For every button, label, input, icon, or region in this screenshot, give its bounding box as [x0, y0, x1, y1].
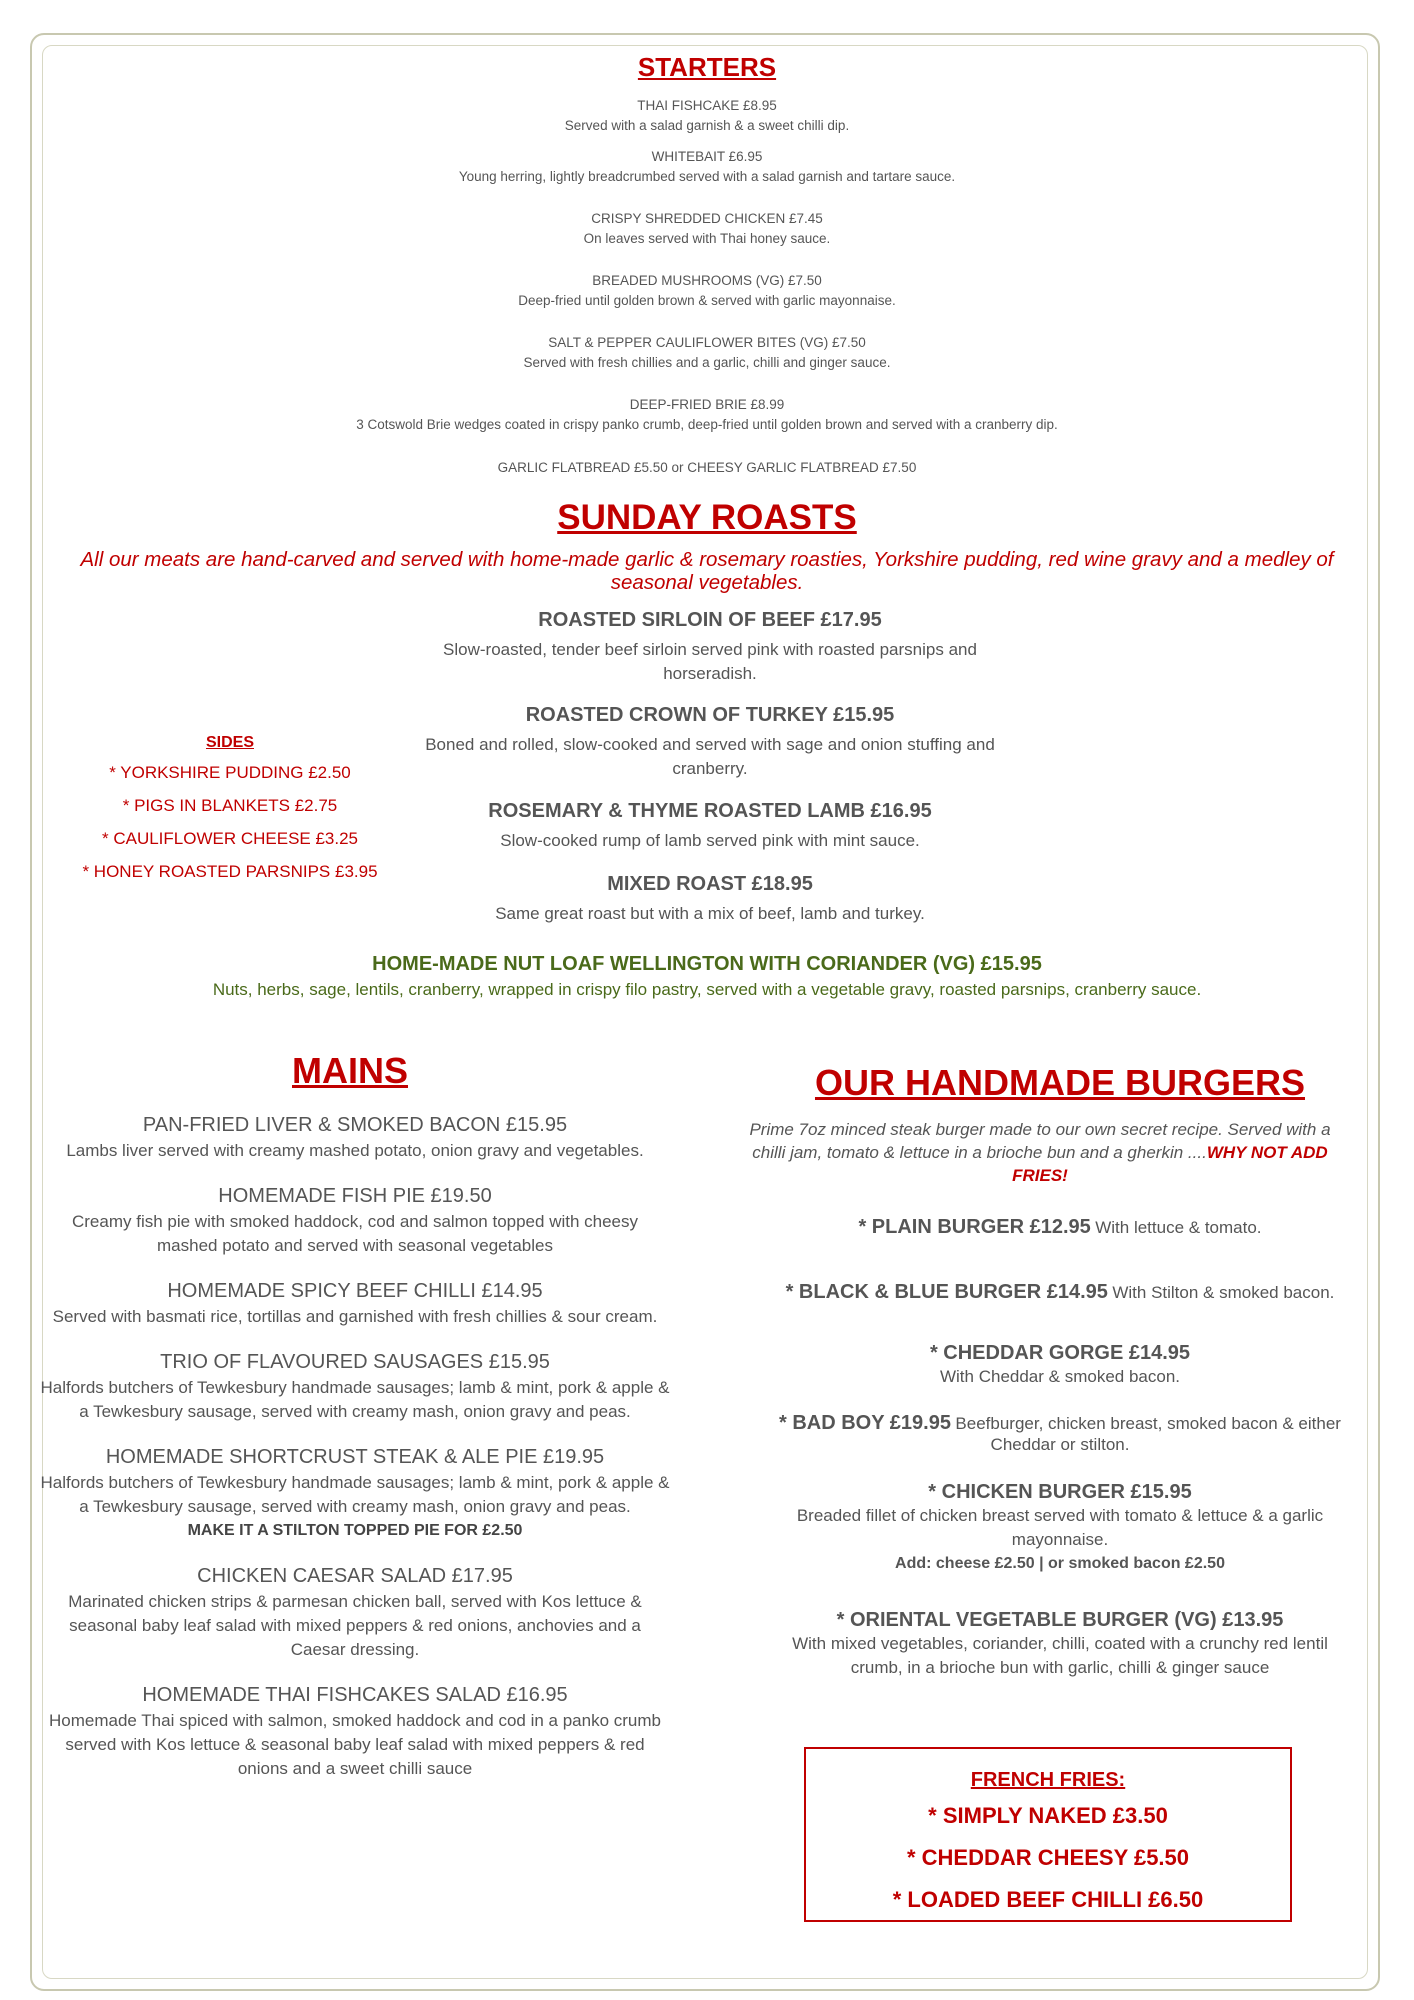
- nutloaf-desc: Nuts, herbs, sage, lentils, cranberry, wrapped in crispy filo pastry, served with a vegetable gravy, roasted parsnips, cranberry sauce.: [212, 980, 1202, 999]
- roast-title: ROASTED SIRLOIN OF BEEF £17.95: [538, 609, 882, 631]
- sides-heading: SIDES: [205, 734, 254, 751]
- roast-desc: Slow-roasted, tender beef sirloin served pink with roasted parsnips and horseradish.: [443, 640, 977, 683]
- nutloaf-item: [200, 950, 1214, 1002]
- starter-desc: Served with fresh chillies and a garlic, chilli and ginger sauce.: [523, 355, 891, 370]
- burger-desc: With lettuce & tomato.: [1095, 1218, 1262, 1237]
- main-item: [40, 1183, 670, 1258]
- side-item: * CAULIFLOWER CHEESE £3.25: [101, 829, 359, 848]
- burger-title: * PLAIN BURGER £12.95: [858, 1216, 1091, 1238]
- starters-heading: STARTERS: [637, 52, 777, 82]
- starter-item: [0, 209, 1414, 249]
- burgers-heading: OUR HANDMADE BURGERS: [814, 1062, 1305, 1103]
- burger-desc: With Stilton & smoked bacon.: [1112, 1283, 1335, 1302]
- fries-heading: FRENCH FRIES:: [970, 1769, 1126, 1791]
- roasts-heading: SUNDAY ROASTS: [557, 498, 857, 537]
- starter-desc: Young herring, lightly breadcrumbed served with a salad garnish and tartare sauce.: [458, 169, 956, 184]
- starter-title: WHITEBAIT £6.95: [651, 149, 763, 164]
- fries-item: * LOADED BEEF CHILLI £6.50: [892, 1887, 1204, 1912]
- side-item: * PIGS IN BLANKETS £2.75: [122, 796, 338, 815]
- burger-title: * BLACK & BLUE BURGER £14.95: [785, 1281, 1108, 1303]
- main-extra: MAKE IT A STILTON TOPPED PIE FOR £2.50: [187, 1522, 523, 1539]
- starter-title: SALT & PEPPER CAULIFLOWER BITES (VG) £7.50: [548, 335, 866, 350]
- burger-item: [720, 1216, 1400, 1239]
- roasts-intro: All our meats are hand-carved and served with home-made garlic & rosemary roasties, Yorkshire pudding, red wine gravy and a medley of seasonal vegetables.: [80, 548, 1334, 594]
- main-title: CHICKEN CAESAR SALAD £17.95: [197, 1565, 513, 1587]
- burger-title: * ORIENTAL VEGETABLE BURGER (VG) £13.95: [836, 1609, 1284, 1631]
- starter-item: [0, 147, 1414, 187]
- main-item: [40, 1349, 670, 1424]
- starter-title: THAI FISHCAKE £8.95: [637, 98, 777, 113]
- main-item: [40, 1563, 670, 1662]
- main-desc: Creamy fish pie with smoked haddock, cod and salmon topped with cheesy mashed potato and served with seasonal vegetables: [71, 1212, 639, 1255]
- burger-title: * CHEDDAR GORGE £14.95: [929, 1342, 1191, 1364]
- main-item: [40, 1278, 670, 1329]
- main-desc: Halfords butchers of Tewkesbury handmade sausages; lamb & mint, pork & apple & a Tewkesbury sausage, served with creamy mash, onion gravy and peas.: [40, 1473, 670, 1516]
- main-desc: Served with basmati rice, tortillas and garnished with fresh chillies & sour cream.: [52, 1307, 658, 1326]
- starter-title: BREADED MUSHROOMS (VG) £7.50: [592, 273, 822, 288]
- roast-title: MIXED ROAST £18.95: [607, 873, 813, 895]
- starter-item: [0, 333, 1414, 373]
- starter-item: [0, 271, 1414, 311]
- starter-title: CRISPY SHREDDED CHICKEN £7.45: [591, 211, 823, 226]
- main-item: [40, 1112, 670, 1163]
- burger-extra: Add: cheese £2.50 | or smoked bacon £2.50: [895, 1555, 1225, 1572]
- main-title: TRIO OF FLAVOURED SAUSAGES £15.95: [160, 1351, 550, 1373]
- starter-desc: 3 Cotswold Brie wedges coated in crispy panko crumb, deep-fried until golden brown and served with a cranberry dip.: [356, 417, 1058, 432]
- fries-box: [804, 1747, 1292, 1922]
- burgers-intro-text: Prime 7oz minced steak burger made to our own secret recipe. Served with a chilli jam, tomato & lettuce in a brioche bun and a gherkin ....: [749, 1120, 1331, 1162]
- starter-desc: Served with a salad garnish & a sweet chilli dip.: [564, 118, 850, 133]
- main-desc: Lambs liver served with creamy mashed potato, onion gravy and vegetables.: [66, 1141, 644, 1160]
- roast-item: [420, 606, 1000, 686]
- burgers-intro: [740, 1118, 1340, 1187]
- nutloaf-title: HOME-MADE NUT LOAF WELLINGTON WITH CORIANDER (VG) £15.95: [372, 953, 1042, 975]
- side-item: * HONEY ROASTED PARSNIPS £3.95: [82, 862, 378, 881]
- burger-title: * CHICKEN BURGER £15.95: [928, 1481, 1192, 1503]
- roast-desc: Slow-cooked rump of lamb served pink with mint sauce.: [500, 831, 920, 850]
- burgers-intro-emphasis: WHY NOT ADD FRIES!: [1012, 1143, 1328, 1185]
- main-title: HOMEMADE SHORTCRUST STEAK & ALE PIE £19.95: [105, 1446, 605, 1468]
- mains-heading: MAINS: [292, 1050, 408, 1091]
- main-desc: Marinated chicken strips & parmesan chicken ball, served with Kos lettuce & seasonal baby leaf salad with mixed peppers & red onions, anchovies and a Caesar dressing.: [68, 1592, 642, 1659]
- burger-desc: With Cheddar & smoked bacon.: [939, 1367, 1180, 1386]
- sides-panel: [60, 730, 400, 888]
- main-title: HOMEMADE SPICY BEEF CHILLI £14.95: [167, 1280, 543, 1302]
- burger-desc: Beefburger, chicken breast, smoked bacon & either Cheddar or stilton.: [955, 1414, 1341, 1454]
- roast-item: [420, 870, 1000, 926]
- starter-item: [0, 395, 1414, 435]
- starter-desc: On leaves served with Thai honey sauce.: [583, 231, 831, 246]
- main-item: [40, 1682, 670, 1781]
- roast-desc: Boned and rolled, slow-cooked and served with sage and onion stuffing and cranberry.: [425, 735, 995, 778]
- roast-title: ROASTED CROWN OF TURKEY £15.95: [525, 704, 895, 726]
- flatbread-line: [0, 458, 1414, 478]
- main-desc: Homemade Thai spiced with salmon, smoked haddock and cod in a panko crumb served with Kos lettuce & seasonal baby leaf salad with mixed peppers & red onions and a sweet chilli sauce: [48, 1711, 662, 1778]
- burger-item: [780, 1481, 1340, 1576]
- mains-list: [40, 1112, 670, 1801]
- fries-item: * CHEDDAR CHEESY £5.50: [906, 1845, 1190, 1870]
- burger-item: [760, 1412, 1360, 1455]
- fries-item: * SIMPLY NAKED £3.50: [928, 1803, 1168, 1828]
- starter-title: DEEP-FRIED BRIE £8.99: [629, 397, 785, 412]
- burger-desc: With mixed vegetables, coriander, chilli, coated with a crunchy red lentil crumb, in a brioche bun with garlic, chilli & ginger sauce: [792, 1634, 1328, 1677]
- flatbread-text: GARLIC FLATBREAD £5.50 or CHEESY GARLIC FLATBREAD £7.50: [497, 460, 917, 475]
- burger-item: [780, 1609, 1340, 1680]
- starter-desc: Deep-fried until golden brown & served with garlic mayonnaise.: [518, 293, 896, 308]
- roast-item: [420, 701, 1000, 781]
- main-title: HOMEMADE THAI FISHCAKES SALAD £16.95: [142, 1684, 568, 1706]
- burger-title: * BAD BOY £19.95: [779, 1412, 951, 1434]
- roast-desc: Same great roast but with a mix of beef, lamb and turkey.: [495, 904, 925, 923]
- burger-item: [720, 1281, 1400, 1304]
- roast-item: [420, 797, 1000, 853]
- main-item: [40, 1444, 670, 1543]
- side-item: * YORKSHIRE PUDDING £2.50: [109, 763, 351, 782]
- burger-desc: Breaded fillet of chicken breast served with tomato & lettuce & a garlic mayonnaise.: [796, 1506, 1324, 1549]
- main-title: PAN-FRIED LIVER & SMOKED BACON £15.95: [142, 1114, 568, 1136]
- burger-item: [720, 1342, 1400, 1389]
- main-desc: Halfords butchers of Tewkesbury handmade sausages; lamb & mint, pork & apple & a Tewkesbury sausage, served with creamy mash, onion gravy and peas.: [40, 1378, 670, 1421]
- starter-item: [0, 96, 1414, 136]
- roast-title: ROSEMARY & THYME ROASTED LAMB £16.95: [488, 800, 932, 822]
- main-title: HOMEMADE FISH PIE £19.50: [218, 1185, 492, 1207]
